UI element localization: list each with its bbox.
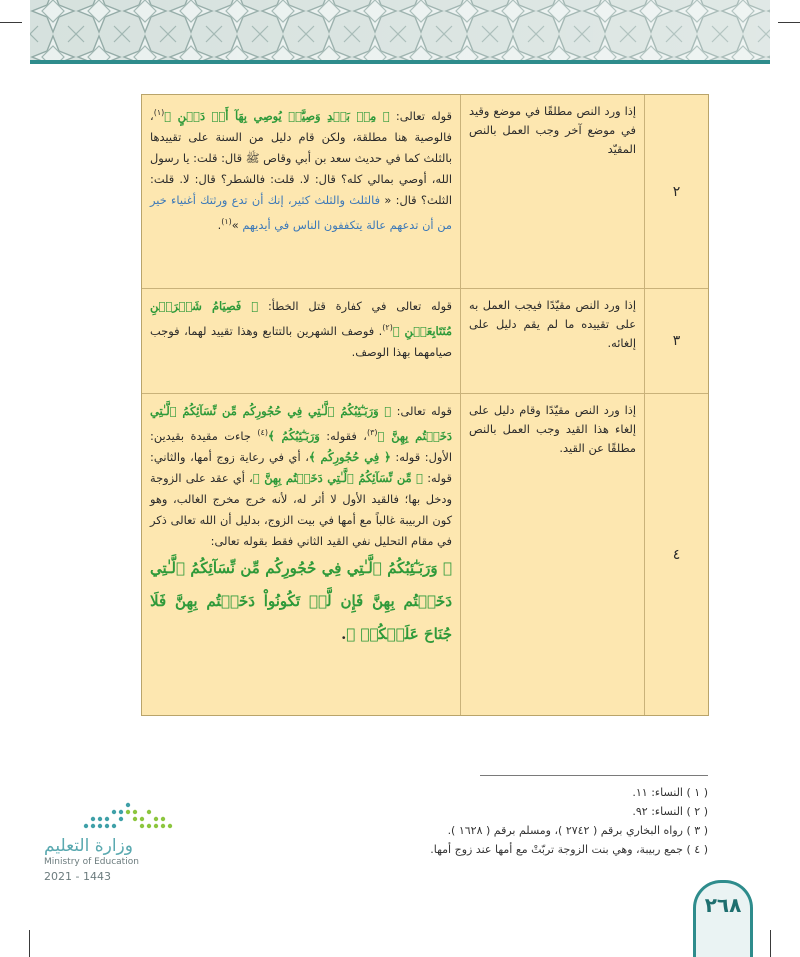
footnote-ref: (٤) <box>257 428 268 437</box>
quran-verse: ﴿ مِنۢ بَعۡدِ وَصِيَّةٖ يُوصِي بِهَآ أَوۡ دَيۡنٍ ﴾ <box>164 108 390 123</box>
page-number: ٢٦٨ <box>704 893 742 917</box>
crop-mark <box>0 22 22 23</box>
footnote-item: ( ١ ) النساء: ١١. <box>632 786 708 799</box>
rule-text: إذا ورد النص مقيّدًا وقام دليل على إلغاء هذا القيد وجب العمل بالنص مطلقًا عن القيد. <box>460 394 644 715</box>
footnote-ref: (٢) <box>382 323 393 332</box>
example-body: ، أي في رعاية زوج أمها، والثاني: قوله: <box>150 449 452 485</box>
example-body: ، أي عقد على الزوجة ودخل بها؛ فالقيد الأول لا أثر له، لأنه خرج مخرج الغالب، وهو كون الربيبة غالباً مع أمها في بيت الزوج، بدليل أن الله تعالى ذكر في مقام التحليل نفي القيد الثاني فقط بقوله تعالى: <box>150 470 452 548</box>
example-text <box>142 289 460 393</box>
example-intro: قوله تعالى: <box>391 404 452 418</box>
quran-verse: ﴿ فَصِيَامُ شَهۡرَيۡنِ مُتَتَابِعَيۡنِ ﴾ <box>150 299 452 338</box>
hadith-text: فالثلث والثلث كثير، إنك أن تدع ورثتك أغنياء خير من أن تدعهم عالة يتكففون الناس في أيديهم <box>150 192 452 232</box>
footnotes <box>308 783 708 859</box>
ministry-dots-icon <box>82 800 176 832</box>
quran-verse: ﴿ مِّن نِّسَآئِكُمُ ٱلَّـٰتِي دَخَلۡتُم بِهِنَّ ﴾ <box>252 470 423 485</box>
example-intro: قوله تعالى في كفارة قتل الخطأ: <box>258 299 452 313</box>
example-body: ، فالوصية هنا مطلقة، ولكن قام دليل من السنة على تقييدها بالثلث كما في حديث سعد بن أبي وقاص ﷺ قال: قلت: يا رسول الله، أوصي بمالي كله؟ قال: لا. قلت: فالشطر؟ قال: لا. قلت: الثلث؟ قال: « <box>150 108 452 207</box>
edition-year: 2021 - 1443 <box>44 870 111 883</box>
footnote-item: ( ٤ ) جمع ربيبة، وهي بنت الزوجة تربّتْ مع أمها عند زوج أمها. <box>430 843 708 856</box>
quran-verse: ﴿ وَرَبَـٰٓئِبُكُمُ ٱلَّـٰتِي فِي حُجُورِكُم مِّن نِّسَآئِكُمُ ٱلَّـٰتِي دَخَلۡتُم بِهِنَّ فَإِن لَّمۡ تَكُونُواْ دَخَلۡتُم بِهِنَّ فَلَا جُنَاحَ عَلَيۡكُمۡ ﴾ <box>150 558 452 643</box>
example-body: ، فقوله: <box>319 428 367 443</box>
geometric-pattern-icon <box>30 0 770 64</box>
table-row <box>142 95 708 289</box>
ministry-name-ar: وزارة التعليم <box>44 836 133 856</box>
ministry-logo <box>44 800 154 883</box>
example-body: . <box>341 624 347 643</box>
footnote-item: ( ٣ ) رواه البخاري برقم ( ٢٧٤٢ )، ومسلم برقم ( ١٦٢٨ ). <box>447 824 708 837</box>
rule-text: إذا ورد النص مقيّدًا فيجب العمل به على تقييده ما لم يقم دليل على إلغائه. <box>460 289 644 393</box>
example-intro: قوله تعالى: <box>389 108 452 123</box>
table-row <box>142 289 708 394</box>
ministry-name-en: Ministry of Education <box>44 857 139 867</box>
footnote-divider <box>480 775 708 776</box>
example-body: جاءت مقيدة بقيدين: الأول: قوله: <box>150 428 453 464</box>
example-body: » <box>231 217 243 232</box>
crop-mark <box>778 22 800 23</box>
footnote-item: ( ٢ ) النساء: ٩٢. <box>632 805 708 818</box>
quran-verse: ﴿ فِي حُجُورِكُم ﴾ <box>308 449 391 464</box>
example-body: . فوصف الشهرين بالتتابع وهذا تقييد لهما، فوجب صيامهما بهذا الوصف. <box>150 323 452 359</box>
quran-verse: وَرَبَـٰٓئِبُكُمُ ﴾ <box>267 428 320 443</box>
rules-table <box>141 94 709 716</box>
header-banner <box>30 0 770 64</box>
quran-verse: ﴿ وَرَبَـٰٓئِبُكُمُ ٱلَّـٰتِي فِي حُجُورِكُم مِّن نِّسَآئِكُمُ ٱلَّـٰتِي دَخَلۡتُم بِهِنَّ ﴾ <box>150 404 452 443</box>
footnote-ref: (١) <box>221 216 232 226</box>
crop-mark <box>770 930 771 957</box>
row-number: ٤ <box>644 394 708 715</box>
crop-mark <box>29 930 30 957</box>
footnote-ref: (١) <box>153 108 165 117</box>
page-number-tab <box>693 880 753 957</box>
table-row <box>142 394 708 715</box>
example-text <box>142 394 460 715</box>
example-text <box>142 95 460 288</box>
quran-verse-block <box>150 552 452 651</box>
footnote-ref: (٣) <box>366 428 378 437</box>
example-body: . <box>217 217 222 232</box>
row-number: ٣ <box>644 289 708 393</box>
row-number: ٢ <box>644 95 708 288</box>
rule-text: إذا ورد النص مطلقًا في موضع وقيد في موضع آخر وجب العمل بالنص المقيّد <box>460 95 644 288</box>
